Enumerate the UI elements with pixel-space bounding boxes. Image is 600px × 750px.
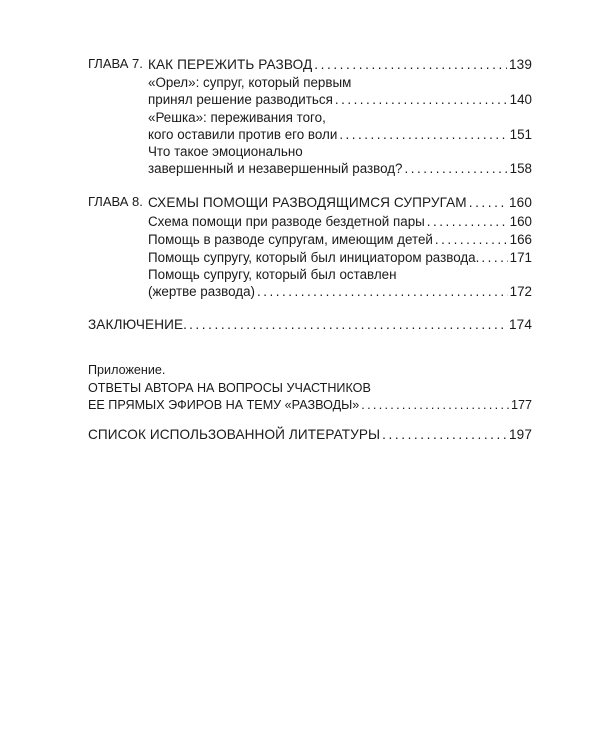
page-number: 140 (509, 92, 532, 107)
dot-leader (405, 160, 508, 178)
page-number: 160 (509, 195, 532, 210)
chapter-8-label: ГЛАВА 8. (88, 194, 143, 209)
dot-leader (481, 249, 507, 267)
dot-leader (382, 426, 507, 444)
entry-title: СПИСОК ИСПОЛЬЗОВАННОЙ ЛИТЕРАТУРЫ (88, 427, 381, 442)
dot-leader (427, 213, 508, 231)
dot-leader (339, 126, 507, 144)
toc-entry-line (148, 231, 532, 249)
chapter-8-entry (148, 194, 532, 212)
entry-title: Помощь супругу, который был оставлен (148, 267, 397, 282)
chapter-title: КАК ПЕРЕЖИТЬ РАЗВОД (148, 57, 313, 72)
page-number: 139 (509, 57, 532, 72)
chapter-title: СХЕМЫ ПОМОЩИ РАЗВОДЯЩИМСЯ СУПРУГАМ (148, 195, 467, 210)
entry-title: ОТВЕТЫ АВТОРА НА ВОПРОСЫ УЧАСТНИКОВ (88, 381, 371, 395)
appendix-entry-line (88, 379, 532, 397)
appendix-label-text: Приложение. (88, 363, 166, 377)
entry-title: Схема помощи при разводе бездетной пары (148, 214, 425, 229)
dot-leader (314, 56, 507, 74)
page-number: 151 (509, 127, 532, 142)
toc-entry-line (148, 266, 532, 284)
dot-leader (335, 91, 508, 109)
toc-entry-line (148, 91, 532, 109)
dot-leader (469, 194, 507, 212)
page-number: 174 (509, 317, 532, 332)
toc-entry-line (148, 249, 532, 267)
page-number: 177 (510, 398, 532, 412)
entry-title: Что такое эмоционально (148, 144, 303, 159)
toc-entry-line (148, 74, 532, 92)
toc-entry-line (148, 160, 532, 178)
entry-title: ЗАКЛЮЧЕНИЕ. (88, 317, 188, 332)
toc-entry-line (148, 213, 532, 231)
page-number: 197 (509, 427, 532, 442)
appendix-entry-line (88, 396, 532, 414)
page-number: 171 (509, 250, 532, 265)
page-number: 158 (509, 161, 532, 176)
chapter-7-entry (148, 56, 532, 74)
entry-title: (жертве развода) (148, 284, 256, 299)
chapter-7-label: ГЛАВА 7. (88, 56, 143, 71)
dot-leader (361, 396, 509, 414)
entry-title: принял решение разводиться (148, 92, 333, 107)
entry-title: завершенный и незавершенный развод? (148, 161, 403, 176)
page-number: 160 (509, 214, 532, 229)
dot-leader (189, 316, 507, 334)
entry-title: Помощь супругу, который был инициатором развода. (148, 250, 480, 265)
toc-entry-line (148, 126, 532, 144)
bibliography-entry (88, 426, 532, 444)
entry-title: Помощь в разводе супругам, имеющим детей (148, 232, 433, 247)
conclusion-entry (88, 316, 532, 334)
dot-leader (257, 283, 508, 301)
appendix-label (88, 361, 532, 379)
entry-title: кого оставили против его воли (148, 127, 338, 142)
page-number: 172 (509, 284, 532, 299)
toc-entry-line (148, 283, 532, 301)
toc-entry-line (148, 109, 532, 127)
entry-title: «Орел»: супруг, который первым (148, 75, 352, 90)
toc-entry-line (148, 143, 532, 161)
entry-title: «Решка»: переживания того, (148, 110, 326, 125)
entry-title: ЕЕ ПРЯМЫХ ЭФИРОВ НА ТЕМУ «РАЗВОДЫ» (88, 398, 360, 412)
dot-leader (435, 231, 508, 249)
page-number: 166 (509, 232, 532, 247)
